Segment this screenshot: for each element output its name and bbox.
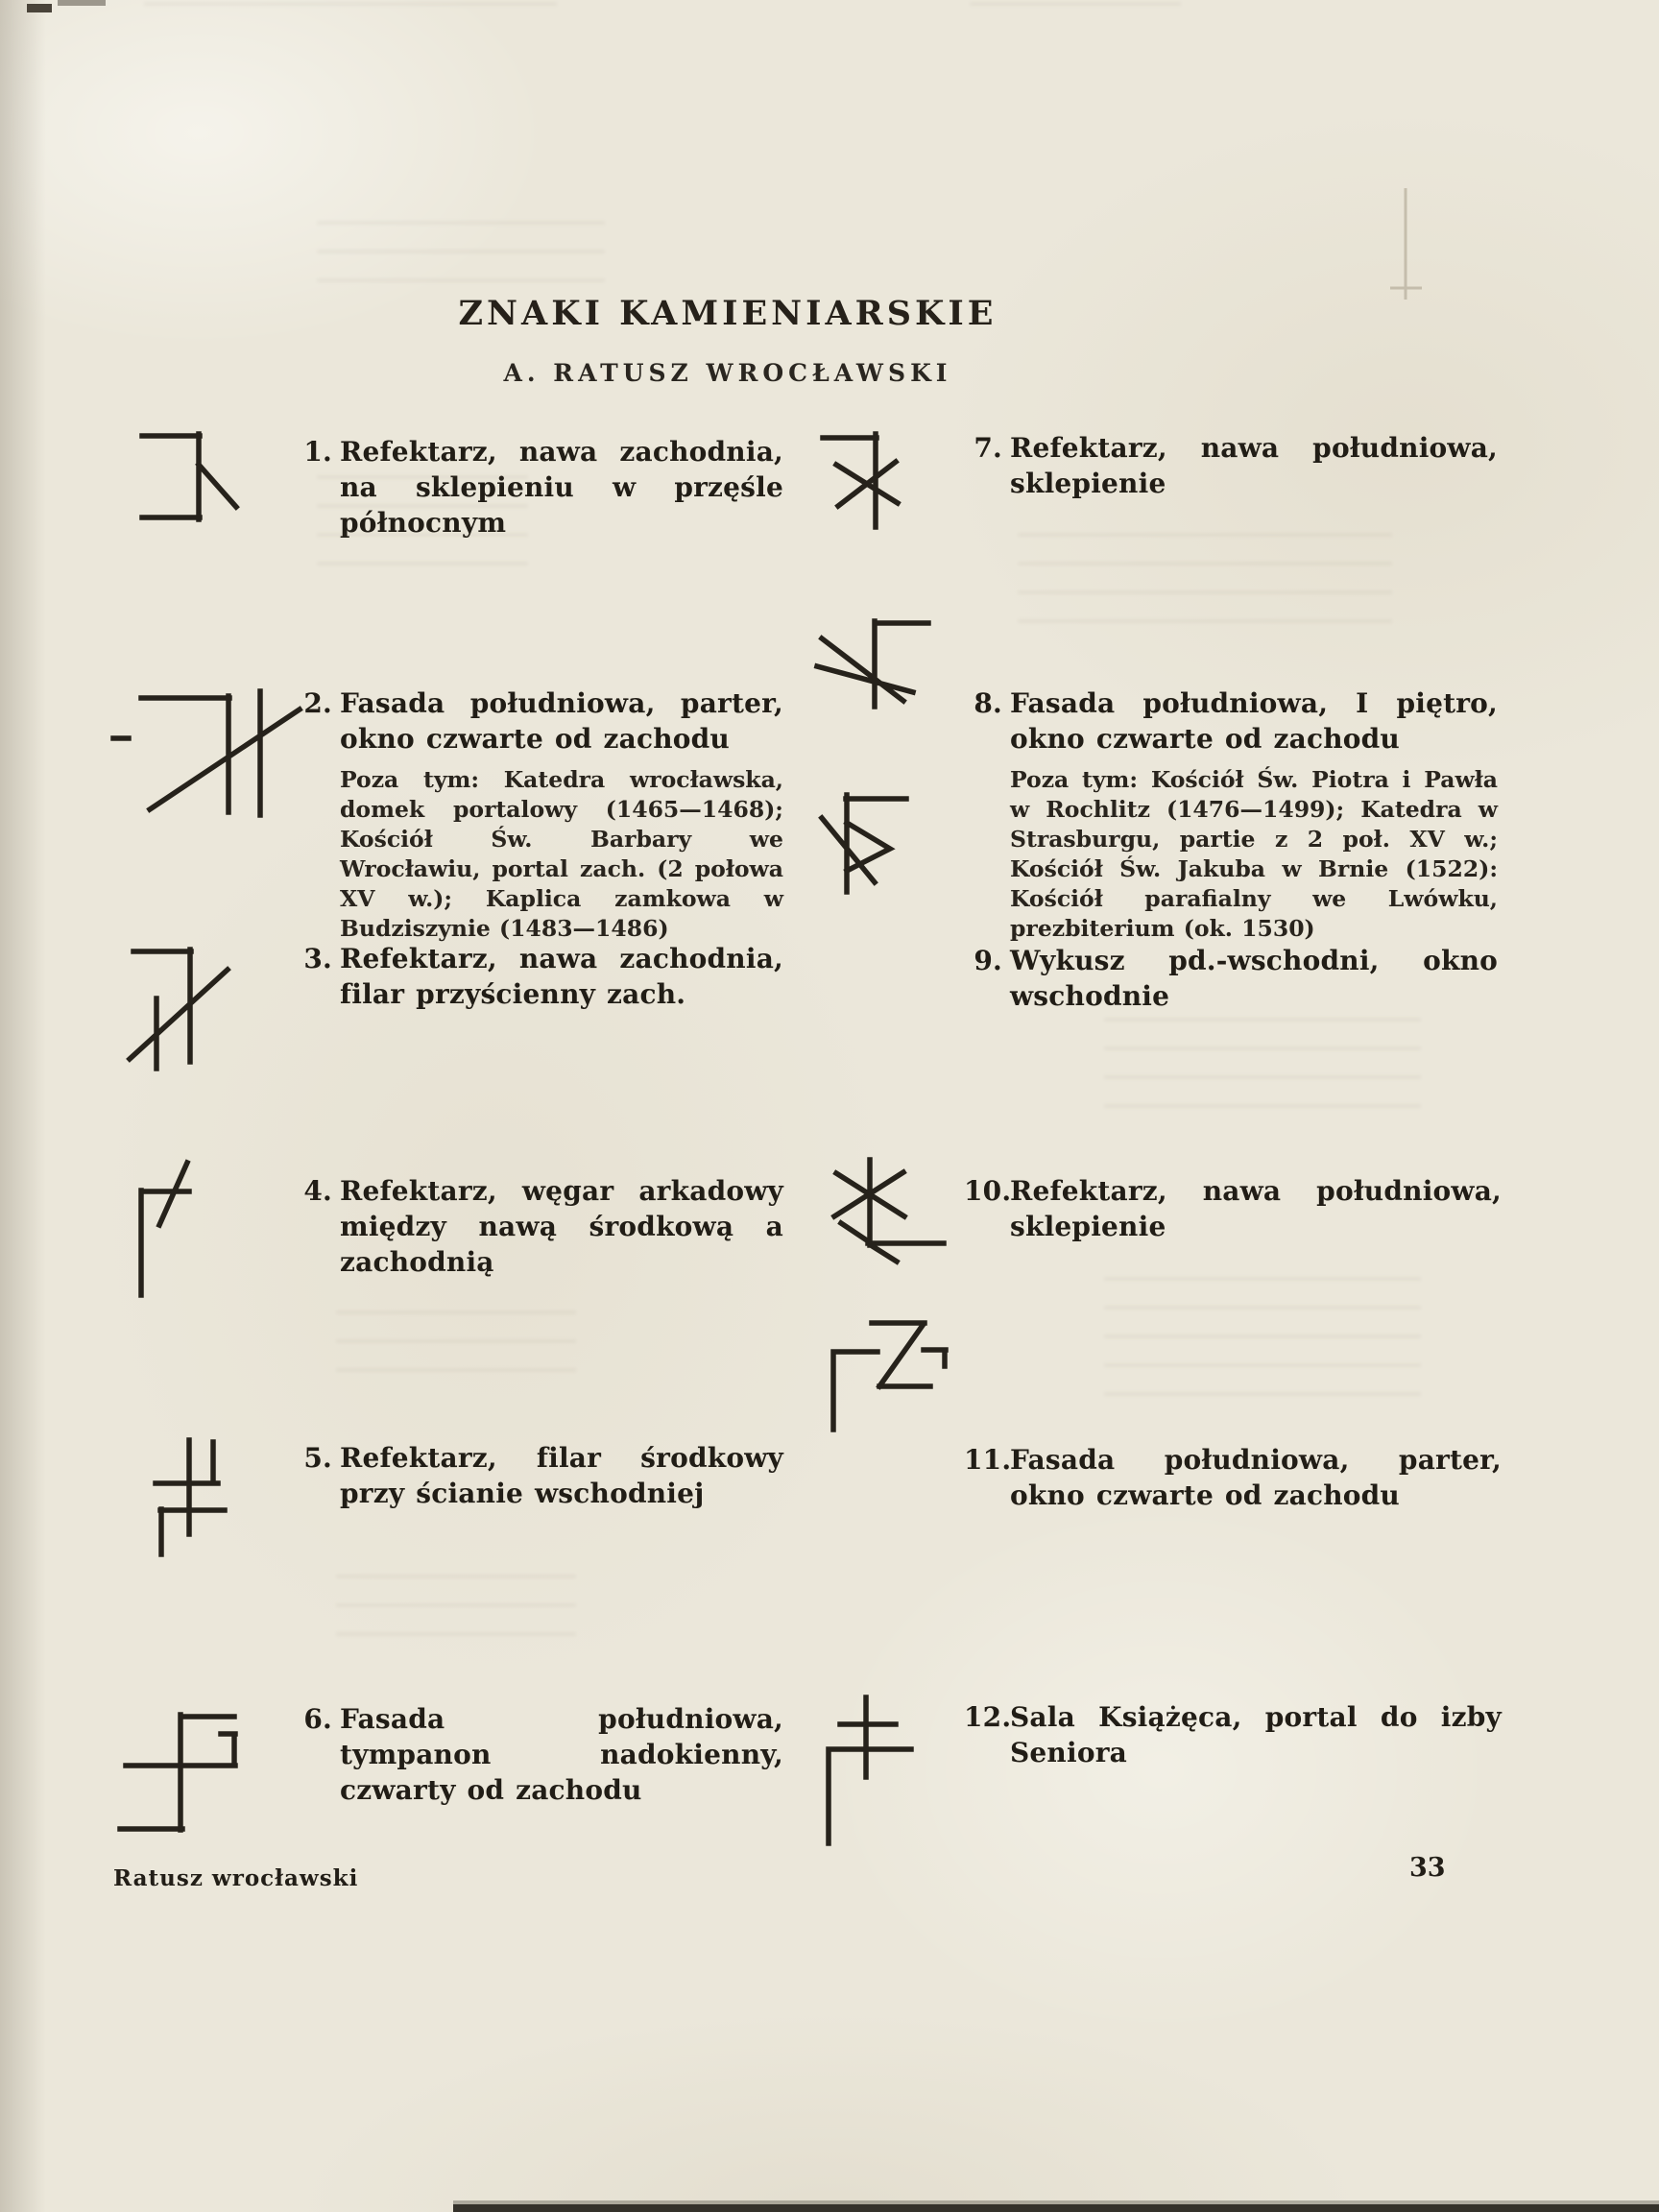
entry-note: Poza tym: Kościół Św. Piotra i Pawła w Rochlitz (1476—1499); Katedra w Strasburgu, partie z 2 poł. XV w.; Kościół Św. Jakuba w Brnie (1522): Kościół parafialny we Lwówku, prezbiterium (ok. 1530) <box>1010 766 1498 942</box>
entry-text: Refektarz, filar środkowy przy ścianie wschodniej <box>340 1442 783 1509</box>
entry-text: Fasada południowa, I piętro, okno czwarte od zachodu <box>1010 687 1498 755</box>
entry-12 <box>964 1699 1502 1770</box>
bleedthrough-smudge <box>317 221 605 288</box>
entry-number: 7. <box>974 432 1002 464</box>
bleedthrough-smudge <box>1018 533 1392 648</box>
entry-5 <box>294 1440 783 1511</box>
entry-text: Refektarz, nawa zachodnia, filar przyścienny zach. <box>340 943 783 1010</box>
entry-number: 6. <box>303 1703 332 1735</box>
entry-text: Refektarz, nawa południowa, sklepienie <box>1010 1175 1502 1242</box>
entry-number: 10. <box>964 1175 1012 1207</box>
entry-text: Wykusz pd.-wschodni, okno wschodnie <box>1010 945 1498 1012</box>
mason-mark-8-icon <box>817 621 928 707</box>
entry-2 <box>294 685 783 944</box>
entry-number: 8. <box>974 687 1002 719</box>
mason-mark-1-icon <box>142 434 236 519</box>
entry-number: 3. <box>303 943 332 974</box>
entry-11 <box>964 1442 1502 1513</box>
entry-7 <box>964 430 1498 501</box>
entry-number: 2. <box>303 687 332 719</box>
entry-text: Sala Książęca, portal do izby Seniora <box>1010 1701 1502 1768</box>
mason-mark-12-icon <box>829 1697 911 1843</box>
bleedthrough-smudge <box>144 2 557 25</box>
mason-mark-9-icon <box>822 795 906 892</box>
scan-bottom-edge <box>453 2204 1659 2212</box>
entry-1 <box>294 434 783 541</box>
entry-number: 1. <box>303 436 332 468</box>
mason-mark-11-icon <box>833 1323 946 1430</box>
bleedthrough-cross-mark <box>1390 188 1422 300</box>
mason-mark-6-icon <box>120 1715 235 1830</box>
entry-number: 12. <box>964 1701 1012 1733</box>
running-footer: Ratusz wrocławski <box>113 1865 359 1891</box>
page-number: 33 <box>1409 1853 1446 1883</box>
entry-number: 9. <box>974 945 1002 976</box>
entry-number: 5. <box>303 1442 332 1474</box>
page-title: ZNAKI KAMIENIARSKIE <box>458 294 998 333</box>
entry-3 <box>294 941 783 1012</box>
entry-text: Fasada południowa, parter, okno czwarte od zachodu <box>1010 1444 1502 1511</box>
mason-mark-2-icon <box>113 691 300 815</box>
mason-mark-10-icon <box>834 1160 944 1262</box>
entry-number: 4. <box>303 1175 332 1207</box>
entry-text: Fasada południowa, parter, okno czwarte od zachodu <box>340 687 783 755</box>
bleedthrough-smudge <box>336 1310 576 1378</box>
bleedthrough-smudge <box>1104 1018 1421 1133</box>
entry-8 <box>964 685 1498 944</box>
bleedthrough-smudge <box>970 2 1181 23</box>
entry-text: Fasada południowa, tympanon nadokienny, czwarty od zachodu <box>340 1703 783 1806</box>
entry-text: Refektarz, nawa południowa, sklepienie <box>1010 432 1498 499</box>
entry-text: Refektarz, węgar arkadowy między nawą środkową a zachodnią <box>340 1175 783 1278</box>
entry-text: Refektarz, nawa zachodnia, na sklepieniu w przęśle północnym <box>340 436 783 539</box>
entry-number: 11. <box>964 1444 1012 1476</box>
bleedthrough-smudge <box>336 1575 576 1651</box>
mason-mark-4-icon <box>141 1163 189 1295</box>
mason-mark-5-icon <box>156 1440 225 1554</box>
mason-mark-3-icon <box>130 950 228 1069</box>
scan-speck <box>58 0 106 6</box>
entry-10 <box>964 1173 1502 1244</box>
bleedthrough-smudge <box>1104 1277 1421 1421</box>
entry-6 <box>294 1701 783 1808</box>
entry-note: Poza tym: Katedra wrocławska, domek portalowy (1465—1468); Kościół Św. Barbary we Wrocławiu, portal zach. (2 połowa XV w.); Kaplica zamkowa w Budziszynie (1483—1486) <box>340 766 783 942</box>
page-subtitle: A. RATUSZ WROCŁAWSKI <box>503 359 952 387</box>
page-gutter-shadow <box>0 0 46 2212</box>
entry-9 <box>964 943 1498 1014</box>
mason-mark-7-icon <box>823 434 898 527</box>
entry-4 <box>294 1173 783 1280</box>
